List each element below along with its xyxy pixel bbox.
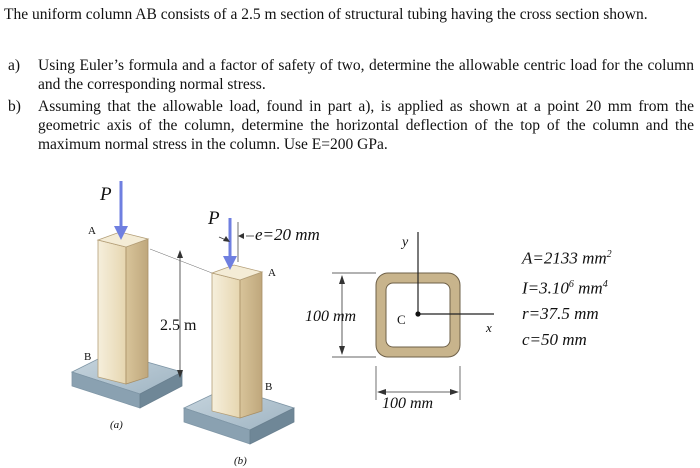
caption-b: (b) [234,455,247,467]
prop-area: A=2133 $mm^2$ [522,248,612,268]
part-a-text: Using Euler’s formula and a factor of safety of two, determine the allowable centric load for the column and the corresponding normal stress. [38,57,694,93]
prop-radius: r=37.5 mm [522,304,599,324]
prop-inertia: $I=3.10^6$ $mm^4$ [522,278,608,298]
section-properties [522,242,612,353]
height-dim-label: 100 mm [305,308,357,325]
caption-a: (a) [110,419,123,431]
label-B-a: B [84,351,92,363]
label-A-b: A [268,267,276,279]
length-label: 2.5 m [160,317,197,334]
part-a-marker: a) [8,57,21,74]
eccentricity-label: e=20 mm [255,225,320,244]
prop-c: c=50 mm [522,330,587,350]
width-dim-label: 100 mm [382,395,434,412]
length-dimension [150,249,212,378]
label-A-a: A [88,225,96,237]
axis-x-label: x [486,320,492,335]
label-P-a: P [100,184,112,205]
part-b-text: Assuming that the allowable load, found in part a), is applied as shown at a point 20 mm from the geometric axis of the column, determine the horizontal deflection of the top of the column and the maximum normal stress in the column. Use E=200 GPa. [38,98,694,153]
column-b-front [212,273,240,418]
column-a-front [98,240,126,384]
label-P-b: P [208,208,220,229]
axis-y-label: y [402,235,409,250]
problem-intro: The uniform column AB consists of a 2.5 m section of structural tubing having the cross section shown. [4,6,648,23]
centroid-dot [415,311,420,316]
part-b-marker: b) [8,98,21,115]
column-b [184,208,320,467]
column-a-side [126,239,148,384]
column-b-side [240,272,262,418]
centroid-label: C [397,312,406,327]
cross-section [305,232,494,412]
label-B-b: B [265,381,273,393]
column-a [72,181,182,431]
